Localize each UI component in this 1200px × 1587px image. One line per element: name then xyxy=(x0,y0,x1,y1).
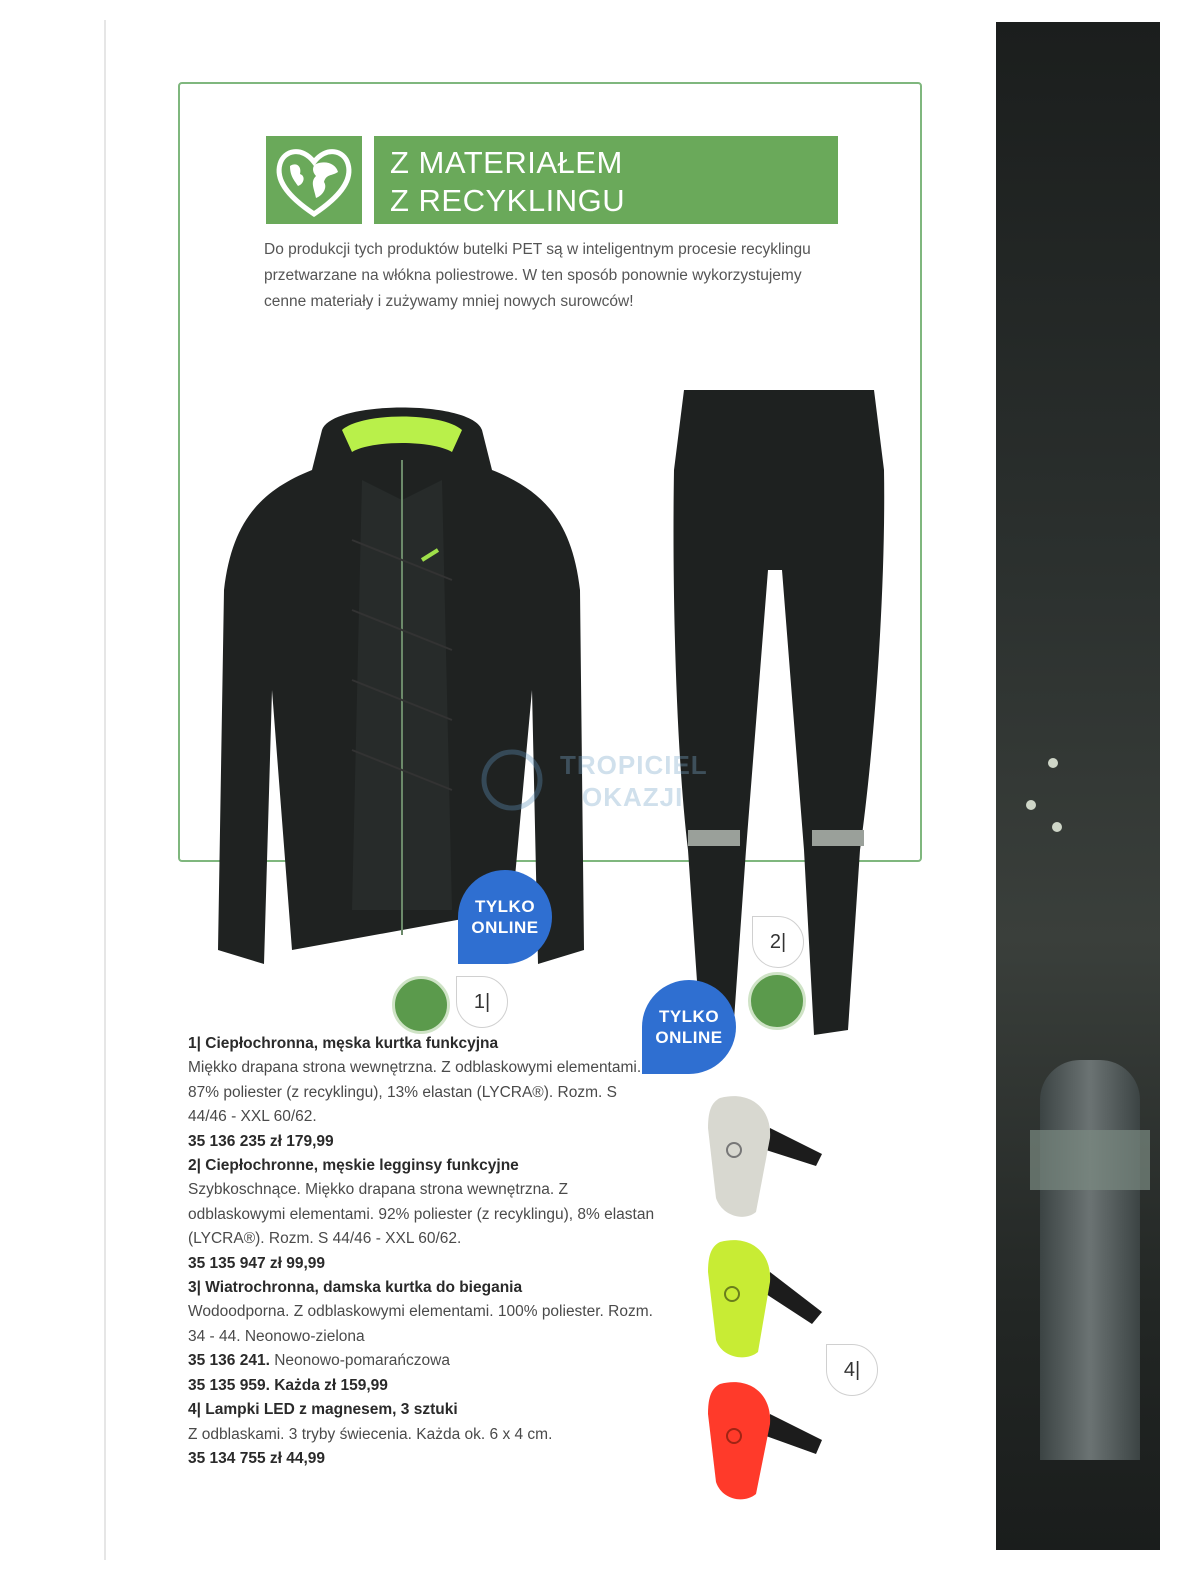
product-3-title: 3| Wiatrochronna, damska kurtka do biegania xyxy=(188,1279,523,1297)
led-lamp-red-image xyxy=(700,1374,830,1508)
product-descriptions xyxy=(188,1032,658,1471)
led-lamp-silver-image xyxy=(700,1088,830,1222)
watermark-icon xyxy=(472,736,552,824)
recycling-banner-line1: Z MATERIAŁEM xyxy=(390,145,623,180)
watermark-line2: OKAZJI xyxy=(582,782,684,812)
recycling-description: Do produkcji tych produktów butelki PET są w inteligentnym procesie recyklingu przetwarzane na włókna poliestrowe. W ten sposób ponownie wykorzystujemy cenne materiały i zużywamy mniej nowych surowców! xyxy=(264,241,811,310)
online-badge-line1: TYLKO xyxy=(474,897,536,916)
photo-reflective-dot xyxy=(1026,800,1036,810)
product-number-1: 1| xyxy=(456,976,508,1028)
product-number-4: 4| xyxy=(826,1344,878,1396)
product-4-body: Z odblaskami. 3 tryby świecenia. Każda ok. 6 x 4 cm. xyxy=(188,1425,553,1443)
online-only-badge xyxy=(458,870,552,964)
product-1-code-price: 35 136 235 zł 179,99 xyxy=(188,1132,334,1150)
photo-reflective-band xyxy=(1030,1130,1150,1190)
online-badge-line2: ONLINE xyxy=(471,918,539,937)
watermark-line1: TROPICIEL xyxy=(560,750,708,780)
product-3-code-green: 35 136 241. xyxy=(188,1352,270,1370)
eco-globe-icon xyxy=(392,976,450,1034)
product-3-code-price: 35 135 959. Każda zł 159,99 xyxy=(188,1376,388,1394)
recycling-banner xyxy=(374,136,838,224)
product-4-title: 4| Lampki LED z magnesem, 3 sztuki xyxy=(188,1401,458,1419)
product-1-body: Miękko drapana strona wewnętrzna. Z odblaskowymi elementami. 87% poliester (z recyklingu), 13% elastan (LYCRA®). Rozm. S 44/46 - XXL 60/62. xyxy=(188,1059,642,1126)
product-number-2: 2| xyxy=(752,916,804,968)
photo-reflective-dot xyxy=(1048,758,1058,768)
globe-heart-icon xyxy=(266,136,362,224)
product-3-variant-orange: Neonowo-pomarańczowa xyxy=(274,1352,450,1370)
online-badge-line1: TYLKO xyxy=(658,1007,720,1026)
recycling-banner-line2: Z RECYKLINGU xyxy=(390,183,626,218)
led-lamp-neon-image xyxy=(700,1232,830,1366)
page-margin-line xyxy=(104,20,106,1560)
product-2-title: 2| Ciepłochronne, męskie legginsy funkcyjne xyxy=(188,1157,519,1175)
eco-globe-icon xyxy=(748,972,806,1030)
product-3-body: Wodoodporna. Z odblaskowymi elementami. 100% poliester. Rozm. 34 - 44. Neonowo-zielona xyxy=(188,1303,653,1345)
photo-reflective-dot xyxy=(1052,822,1062,832)
watermark-logo xyxy=(472,736,718,824)
product-2-code-price: 35 135 947 zł 99,99 xyxy=(188,1254,326,1272)
photo-pipe xyxy=(1040,1060,1140,1460)
product-1-title: 1| Ciepłochronna, męska kurtka funkcyjna xyxy=(188,1035,499,1052)
product-4-code-price: 35 134 755 zł 44,99 xyxy=(188,1449,326,1467)
online-badge-line2: ONLINE xyxy=(655,1028,723,1047)
product-2-body: Szybkoschnące. Miękko drapana strona wewnętrzna. Z odblaskowymi elementami. 92% poliester (z recyklingu), 8% elastan (LYCRA®). Rozm. S 44/46 - XXL 60/62. xyxy=(188,1181,655,1248)
